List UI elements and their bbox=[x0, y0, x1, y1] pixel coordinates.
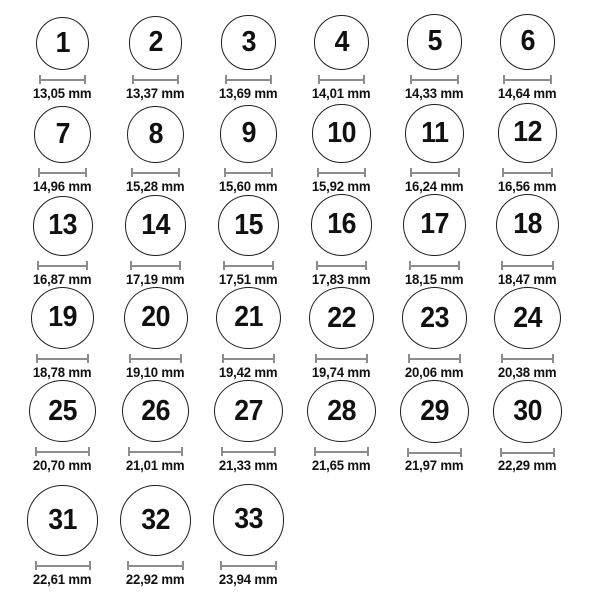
ring-diameter-label: 16,24 mm bbox=[405, 177, 464, 194]
ring-size-number: 6 bbox=[520, 25, 535, 58]
dimension-bar bbox=[222, 358, 275, 360]
dimension-bar bbox=[221, 451, 276, 453]
dimension-bar bbox=[410, 172, 460, 174]
ring-circle bbox=[218, 195, 279, 256]
ring-size-cell bbox=[109, 8, 202, 101]
ring-dimension-line bbox=[221, 447, 276, 455]
ring-circle bbox=[124, 287, 188, 349]
ring-circle bbox=[216, 287, 281, 349]
ring-size-number: 13 bbox=[48, 209, 77, 242]
ring-size-number: 4 bbox=[334, 25, 349, 58]
ring-size-cell bbox=[388, 194, 481, 287]
dimension-bar bbox=[129, 358, 182, 360]
ring-diameter-label: 17,51 mm bbox=[219, 270, 278, 287]
ring-diameter-label: 20,06 mm bbox=[405, 363, 464, 380]
dimension-bar bbox=[407, 452, 462, 454]
ring-circle bbox=[129, 16, 183, 70]
ring-size-number: 19 bbox=[48, 301, 77, 334]
ring-circle bbox=[493, 380, 563, 443]
ring-size-number: 28 bbox=[327, 394, 356, 427]
ring-circle bbox=[309, 287, 374, 349]
ring-circle bbox=[314, 15, 369, 70]
dimension-bar bbox=[318, 79, 366, 81]
ring-size-cell bbox=[388, 101, 481, 194]
dimension-bar bbox=[35, 451, 89, 453]
dimension-bar bbox=[314, 451, 369, 453]
ring-size-cell bbox=[295, 101, 388, 194]
ring-size-cell bbox=[202, 473, 295, 587]
dimension-bar bbox=[410, 79, 458, 81]
ring-diameter-label: 22,29 mm bbox=[498, 456, 557, 473]
ring-size-cell bbox=[295, 194, 388, 287]
ring-dimension-line bbox=[35, 447, 89, 455]
ring-circle bbox=[34, 106, 91, 163]
ring-dimension-line bbox=[132, 75, 179, 84]
ring-diameter-label: 16,56 mm bbox=[498, 177, 557, 194]
ring-dimension-line bbox=[408, 354, 462, 362]
ring-diameter-label: 14,33 mm bbox=[405, 84, 464, 101]
ring-dimension-line bbox=[39, 75, 86, 84]
ring-size-cell bbox=[109, 194, 202, 287]
ring-diameter-label: 21,01 mm bbox=[126, 456, 185, 473]
ring-circle bbox=[402, 287, 468, 349]
ring-size-cell bbox=[388, 380, 481, 473]
ring-circle bbox=[36, 17, 89, 70]
ring-dimension-line bbox=[222, 354, 275, 363]
ring-size-cell bbox=[16, 101, 109, 194]
dimension-bar bbox=[502, 172, 552, 174]
dimension-bar bbox=[131, 172, 180, 174]
ring-dimension-line bbox=[223, 261, 274, 270]
ring-size-number: 22 bbox=[327, 301, 356, 334]
ring-size-cell bbox=[481, 380, 574, 473]
ring-circle bbox=[31, 287, 94, 349]
dimension-bar bbox=[500, 452, 556, 454]
ring-dimension-line bbox=[316, 261, 368, 270]
ring-dimension-line bbox=[410, 75, 458, 84]
ring-diameter-label: 14,64 mm bbox=[498, 84, 557, 101]
ring-size-number: 12 bbox=[513, 116, 542, 149]
ring-circle bbox=[494, 287, 560, 349]
dimension-bar bbox=[127, 565, 183, 567]
ring-size-cell bbox=[481, 194, 574, 287]
ring-size-number: 20 bbox=[141, 301, 170, 334]
ring-circle bbox=[496, 194, 559, 256]
ring-circle bbox=[312, 104, 370, 162]
ring-size-number: 30 bbox=[513, 394, 542, 427]
ring-dimension-line bbox=[502, 168, 552, 177]
ring-size-cell bbox=[295, 287, 388, 380]
ring-circle bbox=[498, 103, 557, 162]
ring-size-number: 27 bbox=[234, 394, 263, 427]
ring-diameter-label: 21,65 mm bbox=[312, 456, 371, 473]
ring-size-number: 7 bbox=[55, 117, 70, 150]
dimension-bar bbox=[36, 358, 88, 360]
dimension-bar bbox=[132, 79, 179, 81]
ring-circle bbox=[213, 484, 285, 556]
ring-size-number: 14 bbox=[141, 208, 170, 241]
ring-size-cell bbox=[202, 287, 295, 380]
ring-size-number: 29 bbox=[420, 394, 449, 427]
ring-dimension-line bbox=[318, 75, 366, 84]
ring-size-number: 15 bbox=[234, 208, 263, 241]
ring-size-cell bbox=[16, 8, 109, 101]
dimension-bar bbox=[501, 358, 555, 360]
ring-diameter-label: 18,15 mm bbox=[405, 270, 464, 287]
ring-dimension-line bbox=[317, 168, 367, 177]
ring-diameter-label: 21,33 mm bbox=[219, 456, 278, 473]
dimension-bar bbox=[224, 172, 273, 174]
ring-size-number: 10 bbox=[327, 117, 356, 150]
ring-circle bbox=[500, 14, 556, 70]
ring-diameter-label: 18,47 mm bbox=[498, 270, 557, 287]
ring-circle bbox=[400, 380, 469, 443]
ring-circle bbox=[127, 106, 184, 163]
ring-diameter-label: 17,83 mm bbox=[312, 270, 371, 287]
ring-diameter-label: 13,37 mm bbox=[126, 84, 185, 101]
ring-diameter-label: 14,96 mm bbox=[33, 177, 92, 194]
ring-circle bbox=[311, 194, 373, 256]
ring-circle bbox=[122, 380, 190, 442]
ring-size-cell bbox=[481, 8, 574, 101]
ring-dimension-line bbox=[407, 448, 462, 456]
ring-size-cell bbox=[202, 380, 295, 473]
ring-diameter-label: 17,19 mm bbox=[126, 270, 185, 287]
ring-circle bbox=[27, 485, 97, 555]
ring-size-number: 1 bbox=[55, 26, 70, 59]
ring-size-cell bbox=[109, 473, 202, 587]
ring-size-number: 5 bbox=[427, 25, 442, 58]
ring-size-number: 33 bbox=[234, 503, 263, 536]
ring-dimension-line bbox=[127, 561, 183, 570]
dimension-bar bbox=[501, 265, 553, 267]
ring-dimension-line bbox=[36, 354, 88, 363]
ring-circle bbox=[125, 195, 186, 256]
ring-diameter-label: 15,28 mm bbox=[126, 177, 185, 194]
dimension-bar bbox=[128, 451, 183, 453]
ring-diameter-label: 20,38 mm bbox=[498, 363, 557, 380]
ring-size-number: 3 bbox=[241, 26, 256, 59]
ring-circle bbox=[403, 194, 465, 256]
ring-diameter-label: 14,01 mm bbox=[312, 84, 371, 101]
ring-size-cell bbox=[202, 101, 295, 194]
ring-circle bbox=[220, 105, 278, 163]
ring-diameter-label: 19,74 mm bbox=[312, 363, 371, 380]
ring-dimension-line bbox=[128, 447, 183, 455]
ring-circle bbox=[307, 380, 376, 442]
ring-dimension-line bbox=[129, 354, 182, 363]
ring-size-cell bbox=[109, 101, 202, 194]
ring-circle bbox=[221, 15, 275, 69]
ring-diameter-label: 18,78 mm bbox=[33, 363, 92, 380]
ring-size-number: 17 bbox=[420, 208, 449, 241]
ring-size-cell bbox=[481, 287, 574, 380]
ring-diameter-label: 13,05 mm bbox=[33, 84, 92, 101]
ring-size-cell bbox=[109, 287, 202, 380]
ring-dimension-line bbox=[37, 261, 88, 270]
dimension-bar bbox=[130, 265, 181, 267]
ring-size-cell bbox=[202, 194, 295, 287]
dimension-bar bbox=[317, 172, 367, 174]
ring-diameter-label: 13,69 mm bbox=[219, 84, 278, 101]
ring-size-cell bbox=[481, 101, 574, 194]
ring-size-cell bbox=[295, 8, 388, 101]
ring-size-number: 8 bbox=[148, 117, 163, 150]
ring-dimension-line bbox=[35, 561, 91, 570]
dimension-bar bbox=[316, 265, 368, 267]
ring-diameter-label: 19,42 mm bbox=[219, 363, 278, 380]
ring-size-cell bbox=[388, 287, 481, 380]
ring-dimension-line bbox=[131, 168, 180, 177]
ring-circle bbox=[120, 485, 191, 556]
ring-circle bbox=[407, 14, 462, 69]
dimension-bar bbox=[39, 79, 86, 81]
ring-dimension-line bbox=[314, 447, 369, 455]
ring-diameter-label: 22,92 mm bbox=[126, 570, 185, 587]
ring-diameter-label: 21,97 mm bbox=[405, 456, 464, 473]
ring-dimension-line bbox=[503, 75, 552, 84]
dimension-bar bbox=[220, 565, 277, 567]
ring-size-number: 26 bbox=[141, 394, 170, 427]
ring-size-number: 16 bbox=[327, 208, 356, 241]
dimension-bar bbox=[37, 265, 88, 267]
ring-diameter-label: 15,92 mm bbox=[312, 177, 371, 194]
ring-dimension-line bbox=[501, 354, 555, 362]
ring-dimension-line bbox=[220, 561, 277, 570]
ring-size-number: 24 bbox=[513, 301, 542, 334]
ring-circle bbox=[214, 380, 282, 442]
ring-diameter-label: 20,70 mm bbox=[33, 456, 92, 473]
ring-dimension-line bbox=[501, 261, 553, 270]
ring-diameter-label: 16,87 mm bbox=[33, 270, 92, 287]
ring-circle bbox=[405, 104, 464, 163]
ring-size-number: 31 bbox=[48, 503, 77, 536]
ring-diameter-label: 15,60 mm bbox=[219, 177, 278, 194]
ring-size-cell bbox=[16, 287, 109, 380]
ring-size-grid bbox=[16, 8, 600, 587]
ring-size-cell bbox=[388, 8, 481, 101]
ring-circle bbox=[33, 196, 93, 256]
dimension-bar bbox=[408, 358, 462, 360]
dimension-bar bbox=[503, 79, 552, 81]
ring-size-cell bbox=[109, 380, 202, 473]
dimension-bar bbox=[223, 265, 274, 267]
dimension-bar bbox=[225, 79, 273, 81]
ring-size-cell bbox=[295, 380, 388, 473]
ring-diameter-label: 19,10 mm bbox=[126, 363, 185, 380]
ring-size-number: 21 bbox=[234, 301, 263, 334]
ring-size-cell bbox=[202, 8, 295, 101]
ring-dimension-line bbox=[410, 168, 460, 177]
ring-size-cell bbox=[16, 194, 109, 287]
dimension-bar bbox=[35, 565, 91, 567]
ring-circle bbox=[29, 380, 96, 442]
dimension-bar bbox=[409, 265, 461, 267]
dimension-bar bbox=[315, 358, 368, 360]
ring-dimension-line bbox=[224, 168, 273, 177]
ring-size-number: 2 bbox=[148, 26, 163, 59]
ring-dimension-line bbox=[225, 75, 273, 84]
ring-size-number: 25 bbox=[48, 394, 77, 427]
dimension-bar bbox=[38, 172, 87, 174]
ring-size-cell bbox=[16, 473, 109, 587]
ring-size-number: 32 bbox=[141, 503, 170, 536]
ring-dimension-line bbox=[130, 261, 181, 270]
ring-size-number: 9 bbox=[241, 117, 256, 150]
ring-size-number: 18 bbox=[513, 208, 542, 241]
ring-diameter-label: 22,61 mm bbox=[33, 570, 92, 587]
ring-size-number: 23 bbox=[420, 301, 449, 334]
ring-dimension-line bbox=[500, 448, 556, 456]
ring-dimension-line bbox=[315, 354, 368, 363]
ring-dimension-line bbox=[409, 261, 461, 270]
ring-size-number: 11 bbox=[420, 116, 449, 149]
ring-dimension-line bbox=[38, 168, 87, 177]
ring-size-cell bbox=[16, 380, 109, 473]
ring-diameter-label: 23,94 mm bbox=[219, 570, 278, 587]
